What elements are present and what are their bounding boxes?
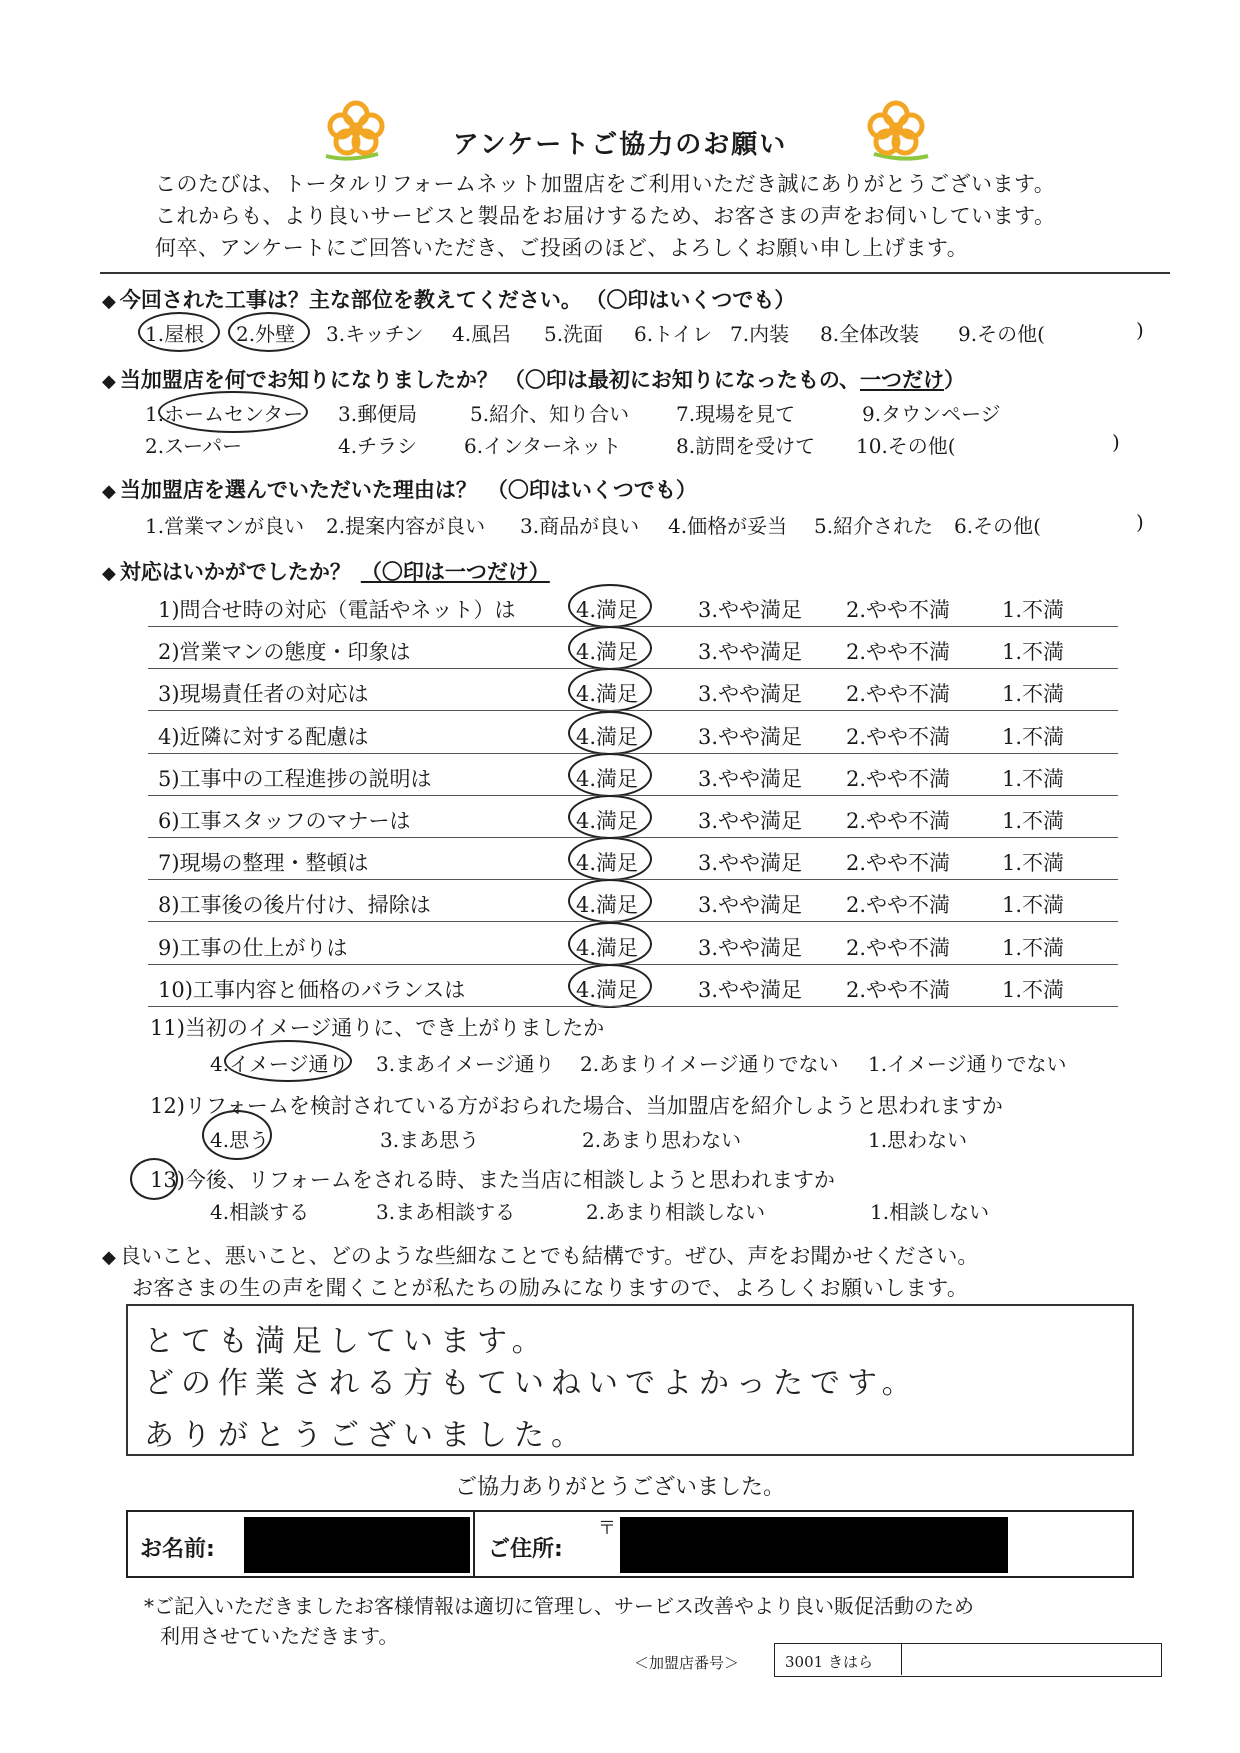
- rating-choice[interactable]: 2.やや不満: [846, 725, 951, 749]
- rating-item-label: 4)近隣に対する配慮は: [158, 725, 369, 749]
- q1-option-interior[interactable]: 7.内装: [730, 322, 790, 346]
- q13-option-3[interactable]: 3.まあ相談する: [376, 1200, 516, 1224]
- rating-choice[interactable]: 2.やや不満: [846, 767, 951, 791]
- q11-question: 11)当初のイメージ通りに、でき上がりましたか: [150, 1016, 605, 1040]
- q3-option-product[interactable]: 3.商品が良い: [520, 514, 640, 538]
- rating-choice[interactable]: 2.やや不満: [846, 936, 951, 960]
- rating-choice[interactable]: 3.やや満足: [698, 893, 803, 917]
- comment-box[interactable]: [126, 1304, 1134, 1456]
- q1-option-full[interactable]: 8.全体改装: [820, 322, 920, 346]
- q3-option-referred[interactable]: 5.紹介された: [814, 514, 934, 538]
- rating-choice[interactable]: 1.不満: [1002, 767, 1065, 791]
- rating-choice[interactable]: 4.満足: [576, 682, 639, 706]
- store-number-box: [774, 1643, 1162, 1677]
- rating-row-divider: [148, 837, 1118, 838]
- rating-selected-circle: [568, 753, 652, 797]
- q12-circle: [202, 1110, 272, 1160]
- q13-option-4[interactable]: 4.相談する: [210, 1200, 310, 1224]
- q5-subtext: お客さまの生の声を聞くことが私たちの励みになりますので、よろしくお願いします。: [132, 1276, 969, 1300]
- rating-row-divider: [148, 626, 1118, 627]
- q1-option-other[interactable]: 9.その他(: [958, 322, 1045, 346]
- comment-line-3: ありがとうございました。: [144, 1418, 588, 1453]
- q2-note: （〇印は最初にお知りになったもの、: [503, 368, 861, 392]
- q12-option-2[interactable]: 2.あまり思わない: [582, 1128, 742, 1152]
- rating-item-label: 6)工事スタッフのマナーは: [158, 809, 411, 833]
- rating-row-divider: [148, 921, 1118, 922]
- rating-choice[interactable]: 1.不満: [1002, 893, 1065, 917]
- rating-choice[interactable]: 2.やや不満: [846, 640, 951, 664]
- rating-choice[interactable]: 3.やや満足: [698, 936, 803, 960]
- q1-question: 今回された工事は？主な部位を教えてください。: [119, 288, 582, 312]
- privacy-line-1: *ご記入いただきましたお客様情報は適切に管理し、サービス改善やより良い販促活動のため: [144, 1594, 974, 1618]
- rating-choice[interactable]: 3.やや満足: [698, 767, 803, 791]
- q2-question: 当加盟店を何でお知りになりましたか？: [119, 368, 498, 392]
- q1-heading: ◆ 今回された工事は？主な部位を教えてください。 （〇印はいくつでも）: [102, 288, 796, 312]
- rating-choice[interactable]: 4.満足: [576, 851, 639, 875]
- rating-choice[interactable]: 1.不満: [1002, 936, 1065, 960]
- rating-item-label: 2)営業マンの態度・印象は: [158, 640, 411, 664]
- rating-choice[interactable]: 1.不満: [1002, 978, 1065, 1002]
- q12-option-3[interactable]: 3.まあ思う: [380, 1128, 480, 1152]
- rating-selected-circle: [568, 922, 652, 966]
- rating-choice[interactable]: 4.満足: [576, 598, 639, 622]
- q3-option-price[interactable]: 4.価格が妥当: [668, 514, 788, 538]
- q11-option-3[interactable]: 3.まあイメージ通り: [376, 1052, 555, 1076]
- rating-choice[interactable]: 4.満足: [576, 767, 639, 791]
- q12-question: 12)リフォームを検討されている方がおられた場合、当加盟店を紹介しようと思われますか: [150, 1094, 1003, 1118]
- rating-selected-circle: [568, 711, 652, 755]
- q3-note: （〇印はいくつでも）: [486, 478, 697, 502]
- q1-option-other-close: ): [1136, 318, 1144, 342]
- rating-choice[interactable]: 3.やや満足: [698, 598, 803, 622]
- q11-option-2[interactable]: 2.あまりイメージ通りでない: [580, 1052, 839, 1076]
- rating-item-label: 8)工事後の後片付け、掃除は: [158, 893, 431, 917]
- rating-row-divider: [148, 710, 1118, 711]
- q2-note-close: ）: [944, 368, 966, 392]
- rating-item-label: 1)問合せ時の対応（電話やネット）は: [158, 598, 516, 622]
- rating-choice[interactable]: 4.満足: [576, 725, 639, 749]
- rating-choice[interactable]: 1.不満: [1002, 809, 1065, 833]
- q4-question: 対応はいかがでしたか？: [119, 560, 351, 584]
- rating-choice[interactable]: 1.不満: [1002, 640, 1065, 664]
- q2-option-supermarket[interactable]: 2.スーパー: [145, 434, 243, 458]
- rating-selected-circle: [568, 668, 652, 712]
- q12-option-1[interactable]: 1.思わない: [868, 1128, 968, 1152]
- rating-row-divider: [148, 668, 1118, 669]
- intro-line-2: これからも、より良いサービスと製品をお届けするため、お客さまの声をお伺いしています。: [155, 204, 1056, 228]
- q1-option-toilet[interactable]: 6.トイレ: [634, 322, 713, 346]
- address-redaction: [620, 1517, 1008, 1573]
- info-divider: [473, 1512, 475, 1576]
- q4-note: （〇印は一つだけ）: [360, 560, 550, 584]
- rating-item-label: 3)現場責任者の対応は: [158, 682, 369, 706]
- q5-heading: ◆ 良いこと、悪いこと、どのような些細なことでも結構です。ぜひ、声をお聞かせください。: [102, 1244, 979, 1268]
- rating-choice[interactable]: 2.やや不満: [846, 978, 951, 1002]
- rating-choice[interactable]: 2.やや不満: [846, 851, 951, 875]
- q1-circle-roof: [138, 312, 220, 352]
- q2-option-other-close: ): [1112, 430, 1120, 454]
- q2-option-sawsite[interactable]: 7.現場を見て: [676, 402, 796, 426]
- q3-heading: ◆ 当加盟店を選んでいただいた理由は？ （〇印はいくつでも）: [102, 478, 697, 502]
- rating-choice[interactable]: 1.不満: [1002, 725, 1065, 749]
- rating-row-divider: [148, 1006, 1118, 1007]
- q1-option-roof[interactable]: 1.屋根: [145, 322, 205, 346]
- intro-line-3: 何卒、アンケートにご回答いただき、ご投函のほど、よろしくお願い申し上げます。: [155, 236, 969, 260]
- q12-option-4[interactable]: 4.思う: [210, 1128, 270, 1152]
- q2-circle-homecenter: [158, 391, 308, 433]
- q1-circle-wall: [228, 312, 310, 352]
- rating-choice[interactable]: 1.不満: [1002, 682, 1065, 706]
- name-redaction: [244, 1517, 470, 1573]
- comment-line-1: とても満足しています。: [144, 1324, 549, 1359]
- rating-choice[interactable]: 2.やや不満: [846, 809, 951, 833]
- rating-selected-circle: [568, 879, 652, 923]
- rating-choice[interactable]: 4.満足: [576, 809, 639, 833]
- q13-question: 13)今後、リフォームをされる時、また当店に相談しようと思われますか: [150, 1168, 835, 1192]
- q4-heading: ◆ 対応はいかがでしたか？ （〇印は一つだけ）: [102, 560, 550, 584]
- rating-item-label: 10)工事内容と価格のバランスは: [158, 978, 466, 1002]
- thanks-text: ご協力ありがとうございました。: [454, 1475, 785, 1500]
- rating-choice[interactable]: 3.やや満足: [698, 725, 803, 749]
- q2-option-flyer[interactable]: 4.チラシ: [338, 434, 418, 458]
- store-number: 3001 きはら: [785, 1653, 873, 1671]
- rating-row-divider: [148, 753, 1118, 754]
- rating-choice[interactable]: 4.満足: [576, 978, 639, 1002]
- comment-line-2: どの作業される方もていねいでよかったです。: [144, 1366, 919, 1401]
- q2-heading: ◆ 当加盟店を何でお知りになりましたか？ （〇印は最初にお知りになったもの、一つだけ）: [102, 368, 966, 392]
- q3-option-sales[interactable]: 1.営業マンが良い: [145, 514, 305, 538]
- q13-option-2[interactable]: 2.あまり相談しない: [586, 1200, 766, 1224]
- q1-option-washroom[interactable]: 5.洗面: [544, 322, 604, 346]
- privacy-line-2: 利用させていただきます。: [160, 1624, 399, 1648]
- rating-choice[interactable]: 3.やや満足: [698, 851, 803, 875]
- name-label: お名前:: [140, 1537, 215, 1562]
- rating-choice[interactable]: 3.やや満足: [698, 682, 803, 706]
- q2-option-townpage[interactable]: 9.タウンページ: [862, 402, 1001, 426]
- rating-row-divider: [148, 795, 1118, 796]
- rating-item-label: 5)工事中の工程進捗の説明は: [158, 767, 432, 791]
- rating-choice[interactable]: 4.満足: [576, 640, 639, 664]
- store-label: ＜加盟店番号＞: [634, 1654, 740, 1672]
- q1-option-kitchen[interactable]: 3.キッチン: [326, 322, 424, 346]
- rating-row-divider: [148, 964, 1118, 965]
- rating-selected-circle: [568, 626, 652, 670]
- q3-option-other-close: ): [1136, 510, 1144, 534]
- q11-option-4[interactable]: 4.イメージ通り: [210, 1052, 349, 1076]
- q1-option-bath[interactable]: 4.風呂: [452, 322, 512, 346]
- rating-choice[interactable]: 1.不満: [1002, 851, 1065, 875]
- q2-note-emphasis: 一つだけ: [860, 368, 945, 392]
- divider: [100, 272, 1170, 274]
- customer-info-box: [126, 1510, 1134, 1578]
- q3-option-proposal[interactable]: 2.提案内容が良い: [326, 514, 486, 538]
- rating-choice[interactable]: 3.やや満足: [698, 978, 803, 1002]
- q2-option-visit[interactable]: 8.訪問を受けて: [676, 434, 816, 458]
- intro-line-1: このたびは、トータルリフォームネット加盟店をご利用いただき誠にありがとうございます。: [155, 172, 1056, 196]
- rating-item-label: 9)工事の仕上がりは: [158, 936, 348, 960]
- q11-circle: [224, 1040, 352, 1082]
- rating-selected-circle: [568, 964, 652, 1008]
- postal-mark: 〒: [598, 1518, 616, 1539]
- rating-selected-circle: [568, 837, 652, 881]
- rating-choice[interactable]: 2.やや不満: [846, 682, 951, 706]
- address-label: ご住所:: [488, 1537, 563, 1562]
- rating-selected-circle: [568, 795, 652, 839]
- rating-choice[interactable]: 4.満足: [576, 893, 639, 917]
- rating-choice[interactable]: 3.やや満足: [698, 809, 803, 833]
- rating-choice[interactable]: 2.やや不満: [846, 893, 951, 917]
- q1-note: （〇印はいくつでも）: [595, 288, 796, 312]
- q2-option-internet[interactable]: 6.インターネット: [464, 434, 622, 458]
- q2-option-other[interactable]: 10.その他(: [856, 434, 956, 458]
- q13-circle: [130, 1158, 178, 1200]
- q2-option-postoffice[interactable]: 3.郵便局: [338, 402, 418, 426]
- rating-row-divider: [148, 879, 1118, 880]
- q5-question: 良いこと、悪いこと、どのような些細なことでも結構です。ぜひ、声をお聞かせください。: [119, 1244, 979, 1268]
- rating-item-label: 7)現場の整理・整頓は: [158, 851, 369, 875]
- q11-option-1[interactable]: 1.イメージ通りでない: [868, 1052, 1067, 1076]
- rating-choice[interactable]: 1.不満: [1002, 598, 1065, 622]
- q1-option-wall[interactable]: 2.外壁: [236, 322, 296, 346]
- q2-option-referral[interactable]: 5.紹介、知り合い: [470, 402, 630, 426]
- store-box-divider: [901, 1644, 902, 1675]
- q2-option-homecenter[interactable]: 1.ホームセンター: [145, 402, 304, 426]
- q13-option-1[interactable]: 1.相談しない: [870, 1200, 990, 1224]
- rating-choice[interactable]: 3.やや満足: [698, 640, 803, 664]
- rating-choice[interactable]: 2.やや不満: [846, 598, 951, 622]
- rating-selected-circle: [568, 584, 652, 628]
- rating-choice[interactable]: 4.満足: [576, 936, 639, 960]
- q3-question: 当加盟店を選んでいただいた理由は？: [119, 478, 477, 502]
- q3-option-other[interactable]: 6.その他(: [954, 514, 1041, 538]
- page-title: アンケートご協力のお願い: [452, 130, 788, 160]
